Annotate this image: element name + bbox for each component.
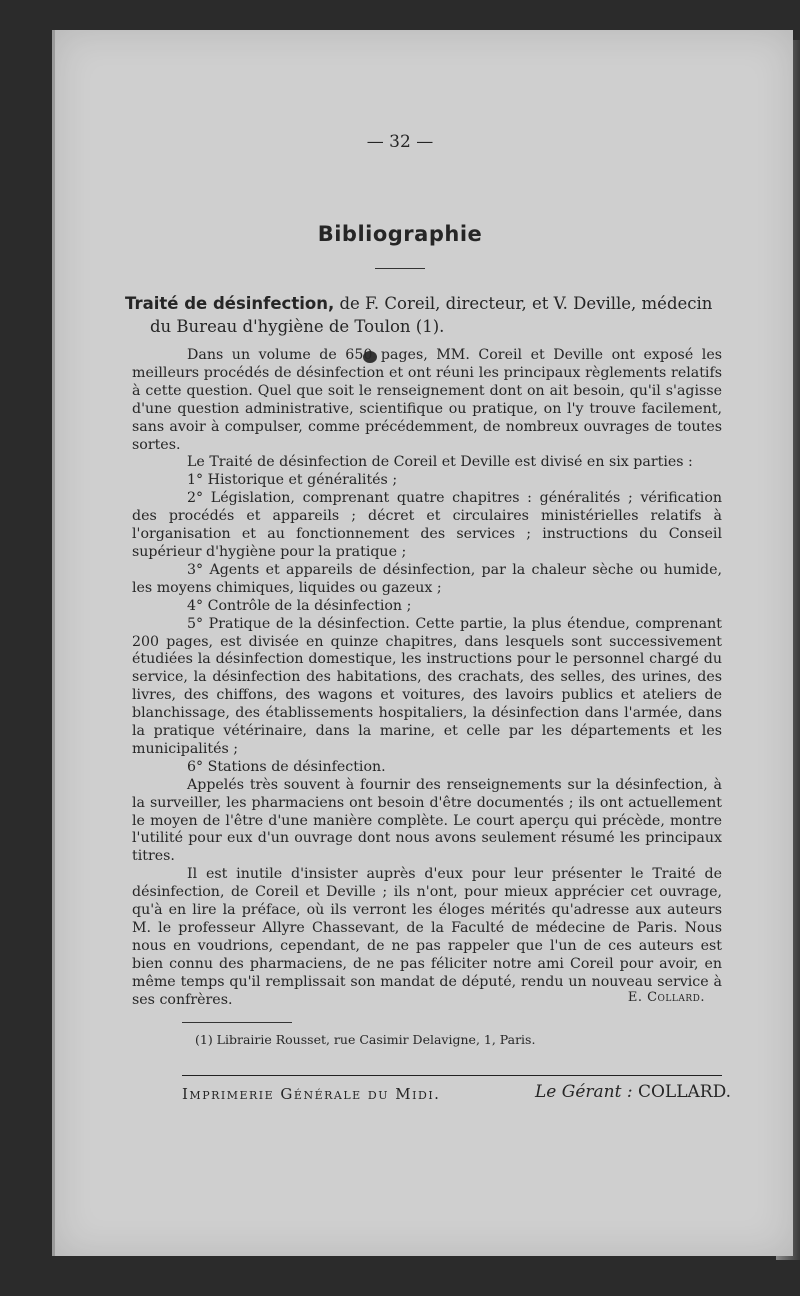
list-item: 6° Stations de désinfection. <box>187 758 386 775</box>
gerant-name: COLLARD. <box>637 1082 732 1102</box>
book-authors: de F. Coreil, directeur, et V. Deville, médecin <box>334 294 713 313</box>
footer-rule <box>182 1075 722 1076</box>
list-item: 1° Historique et généralités ; <box>187 472 398 489</box>
signature: E. Collard. <box>627 990 705 1005</box>
footnote: (1) Librairie Rousset, rue Casimir Delavigne, 1, Paris. <box>195 1032 536 1047</box>
list-item: 2° Législation, comprenant quatre chapitres : généralités ; vérification des procédés et appareils ; décret et circulaires ministérielles relatifs à l'organisation et au fonctionnement des services ; instructions du Conseil supérieur d'hygiène pour la pratique ; <box>132 490 722 560</box>
book-title: Traité de désinfection, <box>125 294 335 313</box>
list-item: 3° Agents et appareils de désinfection, par la chaleur sèche ou humide, les moyens chimiques, liquides ou gazeux ; <box>132 561 722 596</box>
paragraph: Le Traité de désinfection de Coreil et Deville est divisé en six parties : <box>187 454 693 471</box>
gerant-line <box>535 1082 731 1102</box>
paragraph: Il est inutile d'insister auprès d'eux pour leur présenter le Traité de désinfection, de Coreil et Deville ; ils n'ont, pour mieux apprécier cet ouvrage, qu'à en lire la préface, où ils verront les éloges mérités qu'adresse aux auteurs M. le professeur Allyre Chassevant, de la Faculté de médecine de Paris. Nous nous en voudrions, cependant, de ne pas rappeler que l'un de ces auteurs est bien connu des pharmaciens, de ne pas féliciter notre ami Coreil pour avoir, en même temps qu'il remplissait son mandat de député, rendu un nouveau service à ses confrères. <box>132 866 722 1008</box>
book-entry <box>125 292 715 338</box>
list-item: 4° Contrôle de la désinfection ; <box>187 597 412 614</box>
title-rule <box>375 268 425 269</box>
review-body <box>132 347 722 1010</box>
page-number: — 32 — <box>366 132 434 152</box>
book-publisher-line: du Bureau d'hygiène de Toulon (1). <box>150 317 445 336</box>
printer-imprint: Imprimerie Générale du Midi. <box>182 1085 441 1103</box>
section-title: Bibliographie <box>317 222 483 246</box>
paragraph: Appelés très souvent à fournir des renseignements sur la désinfection, à la surveiller, les pharmaciens ont besoin d'être documentés ; ils ont actuellement le moyen de l'être d'une manière complète. Le court aperçu qui précède, montre l'utilité pour eux d'un ouvrage dont nous avons seulement résumé les principaux titres. <box>132 776 722 865</box>
gerant-label: Le Gérant : <box>535 1082 633 1102</box>
footnote-rule <box>182 1022 292 1023</box>
paragraph: Dans un volume de 650 pages, MM. Coreil et Deville ont exposé les meilleurs procédés de désinfection et ont réuni les principaux règlements relatifs à cette question. Quel que soit le renseignement dont on ait besoin, qu'il s'agisse d'une question administrative, scientifique ou pratique, on l'y trouve facilement, sans avoir à compulser, comme précédemment, de nombreux ouvrages de toutes sortes. <box>132 347 722 453</box>
list-item: 5° Pratique de la désinfection. Cette partie, la plus étendue, comprenant 200 pages, est divisée en quinze chapitres, dans lesquels sont successivement étudiées la désinfection domestique, les instructions pour le personnel chargé du service, la désinfection des habitations, des crachats, des selles, des urines, des livres, des chiffons, des wagons et voitures, des lavoirs publics et ateliers de blanchissage, des établissements hospitaliers, la désinfection dans l'armée, dans la pratique vétérinaire, dans la marine, et celle par les départements et les municipalités ; <box>132 615 722 757</box>
